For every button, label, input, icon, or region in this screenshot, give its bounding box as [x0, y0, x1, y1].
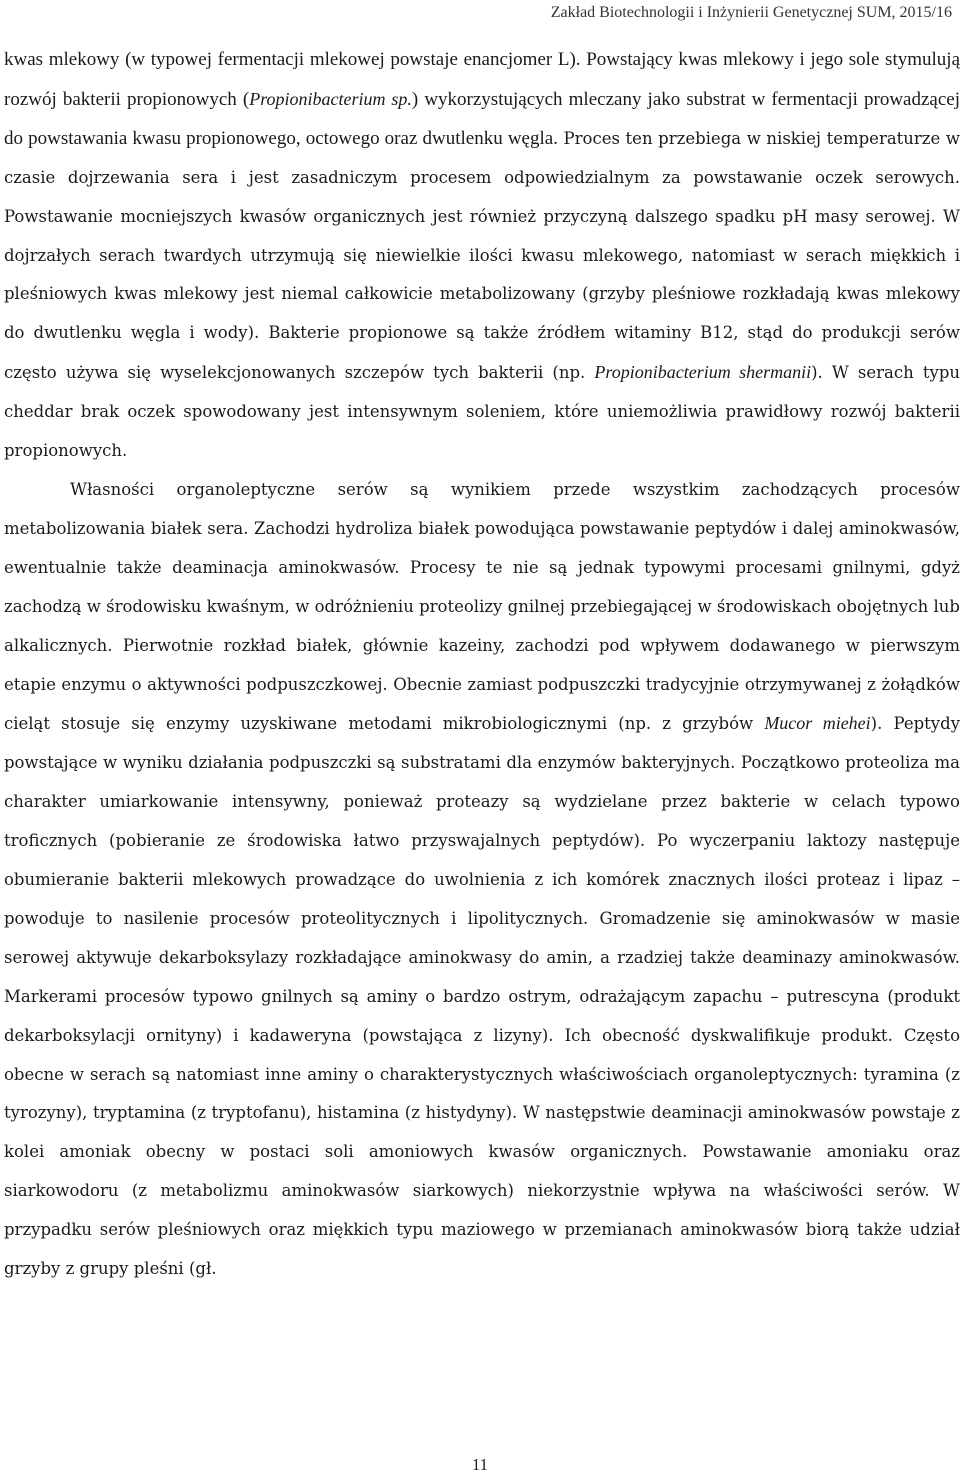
species-name-propionibacterium-shermanii: Propionibacterium shermanii [594, 362, 812, 383]
paragraph-proteolysis [4, 471, 960, 1289]
species-name-mucor-miehei: Mucor miehei [764, 713, 871, 734]
running-header: Zakład Biotechnologii i Inżynierii Genetycznej SUM, 2015/16 [550, 4, 952, 21]
paragraph-fermentation-text-3: Proces ten przebiega w niskiej temperaturze w czasie dojrzewania sera i jest zasadniczym procesem odpowiedzialnym za powstawanie oczek serowych. Powstawanie mocniejszych kwasów organicznych jest również przyczyną dalszego spadku pH masy serowej. W dojrzałych serach twardych utrzymują się niewielkie ilości kwasu mlekowego, natomiast w serach miękkich i pleśniowych kwas mlekowy jest niemal całkowicie metabolizowany (grzyby pleśniowe rozkładają kwas mlekowy do dwutlenku węgla i wody). Bakterie propionowe są także źródłem witaminy B12, stąd do produkcji serów często używa się wyselekcjonowanych szczepów tych bakterii (np. [4, 128, 960, 383]
paragraph-fermentation-text-4: ). W serach typu cheddar brak oczek spowodowany jest intensywnym soleniem, które uniemożliwia prawidłowy rozwój bakterii propionowych. [4, 363, 960, 461]
paragraph-fermentation-text-1: kwas mlekowy (w typowej fermentacji mlekowej powstaje enancjomer L). Powstający kwas mlekowy i jego sole stymulują rozwój bakterii propionowych ( [4, 49, 960, 110]
paragraph-fermentation [4, 41, 960, 471]
body-text [4, 41, 960, 1289]
species-name-propionibacterium-sp: Propionibacterium sp. [249, 88, 412, 109]
page-number: 11 [471, 1455, 489, 1474]
paragraph-fermentation-text-2: ) wykorzystujących mleczany jako substrat w fermentacji prowadzącej do powstawania kwasu propionowego, octowego oraz dwutlenku węgla. [4, 88, 960, 149]
paragraph-proteolysis-text-2: ). Peptydy powstające w wyniku działania podpuszczki są substratami dla enzymów bakteryjnych. Początkowo proteoliza ma charakter umiarkowanie intensywny, ponieważ proteazy są wydzielane przez bakterie w celach typowo troficznych (pobieranie ze środowiska łatwo przyswajalnych peptydów). Po wyczerpaniu laktozy następuje obumieranie bakterii mlekowych prowadzące do uwolnienia z ich komórek znacznych ilości proteaz i lipaz – powoduje to nasilenie procesów proteolitycznych i lipolitycznych. Gromadzenie się aminokwasów w masie serowej aktywuje dekarboksylazy rozkładające aminokwasy do amin, a rzadziej także deaminazy aminokwasów. Markerami procesów typowo gnilnych są aminy o bardzo ostrym, odrażającym zapachu – putrescyna (produkt dekarboksylacji ornityny) i kadaweryna (powstająca z lizyny). Ich obecność dyskwalifikuje produkt. Często obecne w serach są natomiast inne aminy o charakterystycznych właściwościach organoleptycznych: tyramina (z tyrozyny), tryptamina (z tryptofanu), histamina (z histydyny). W następstwie deaminacji aminokwasów powstaje z kolei amoniak obecny w postaci soli amoniowych kwasów organicznych. Powstawanie amoniaku oraz siarkowodoru (z metabolizmu aminokwasów siarkowych) niekorzystnie wpływa na właściwości serów. W przypadku serów pleśniowych oraz miękkich typu maziowego w przemianach aminokwasów biorą także udział grzyby z grupy pleśni (gł. [4, 714, 960, 1279]
paragraph-proteolysis-text-1: Własności organoleptyczne serów są wynikiem przede wszystkim zachodzących procesów metabolizowania białek sera. Zachodzi hydroliza białek powodująca powstawanie peptydów i dalej aminokwasów, ewentualnie także deaminacja aminokwasów. Procesy te nie są jednak typowymi procesami gnilnymi, gdyż zachodzą w środowisku kwaśnym, w odróżnieniu proteolizy gnilnej przebiegającej w środowiskach obojętnych lub alkalicznych. Pierwotnie rozkład białek, głównie kazeiny, zachodzi pod wpływem dodawanego w pierwszym etapie enzymu o aktywności podpuszczkowej. Obecnie zamiast podpuszczki tradycyjnie otrzymywanej z żołądków cieląt stosuje się enzymy uzyskiwane metodami mikrobiologicznymi (np. z grzybów [4, 479, 960, 734]
